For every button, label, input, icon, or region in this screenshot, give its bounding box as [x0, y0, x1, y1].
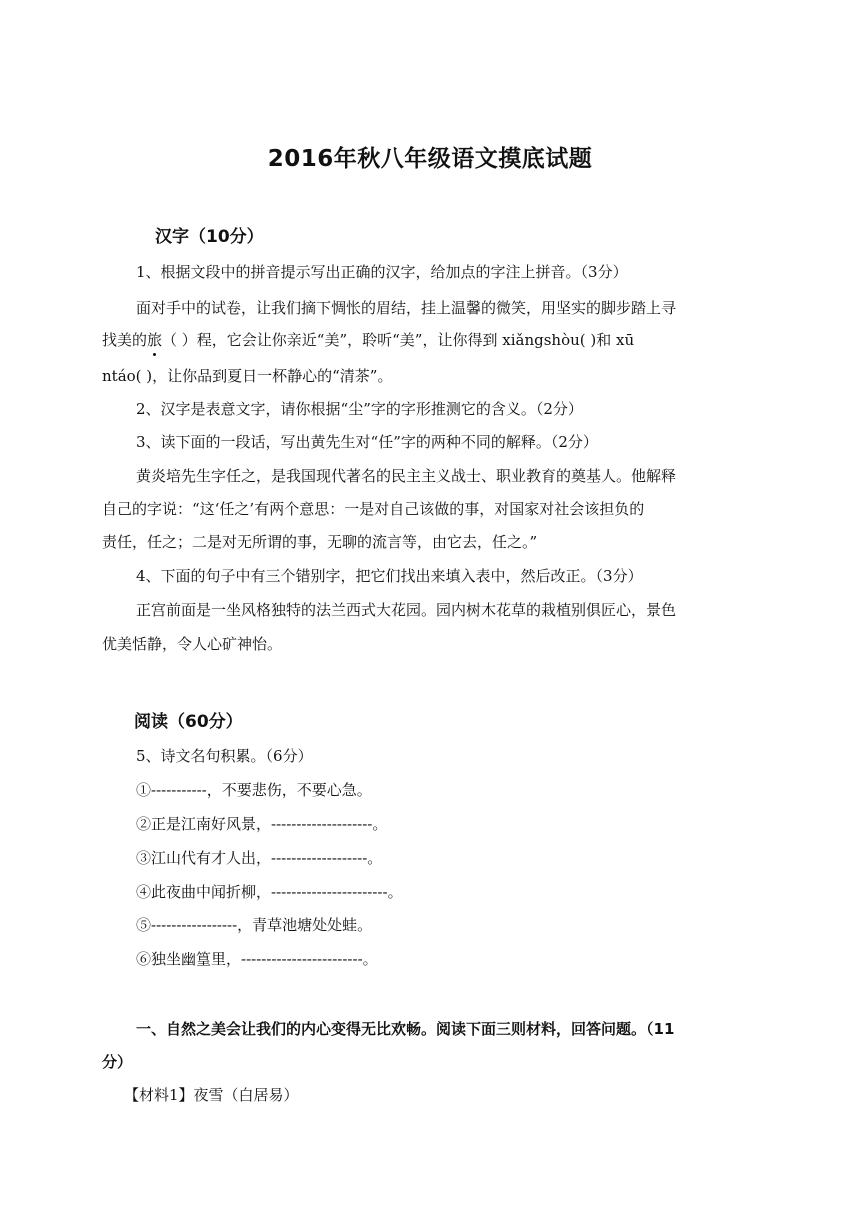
part-1-intro-line-2: 分）	[102, 1053, 133, 1071]
poem-item-3: ③江山代有才人出，-------------------。	[136, 849, 383, 867]
question-5: 5、诗文名句积累。（6分）	[136, 747, 313, 765]
question-1-passage-line-2	[102, 330, 634, 350]
dotted-character: 旅	[147, 331, 163, 349]
question-1-passage-line-3: ntáo( )，让你品到夏日一杯静心的“清茶”。	[102, 367, 393, 385]
passage-text: 找美的	[102, 331, 148, 349]
poem-item-2: ②正是江南好风景，--------------------。	[136, 815, 388, 833]
section-heading-reading: 阅读（60分）	[134, 712, 243, 732]
poem-item-4: ④此夜曲中闻折柳，-----------------------。	[136, 883, 403, 901]
passage-text: （ ）程，它会让你亲近“美”，聆听“美”，让你得到 xiǎngshòu( )和 xū	[162, 331, 635, 349]
poem-item-1: ①-----------，不要悲伤，不要心急。	[136, 781, 372, 799]
question-4-passage-line-1: 正宫前面是一坐风格独特的法兰西式大花园。园内树木花草的栽植别俱匠心，景色	[136, 601, 677, 619]
question-3-passage-line-3: 责任，任之；二是对无所谓的事，无聊的流言等，由它去，任之。”	[102, 533, 538, 551]
poem-item-5: ⑤-----------------，青草池塘处处蛙。	[136, 916, 373, 934]
poem-item-6: ⑥独坐幽篁里，------------------------。	[136, 950, 378, 968]
page-title: 2016年秋八年级语文摸底试题	[267, 146, 593, 172]
material-1-heading: 【材料1】夜雪（白居易）	[124, 1086, 299, 1104]
question-3-passage-line-1: 黄炎培先生字任之，是我国现代著名的民主主义战士、职业教育的奠基人。他解释	[136, 467, 677, 485]
question-2: 2、汉字是表意文字，请你根据“尘”字的字形推测它的含义。（2分）	[136, 400, 583, 418]
part-1-intro-line-1: 一、自然之美会让我们的内心变得无比欢畅。阅读下面三则材料，回答问题。（11	[136, 1020, 675, 1038]
section-heading-hanzi: 汉字（10分）	[155, 227, 264, 247]
question-4-passage-line-2: 优美恬静，令人心矿神怡。	[102, 635, 283, 653]
question-4: 4、下面的句子中有三个错别字，把它们找出来填入表中，然后改正。（3分）	[136, 567, 643, 585]
question-3: 3、读下面的一段话，写出黄先生对“任”字的两种不同的解释。（2分）	[136, 433, 598, 451]
question-1-passage-line-1: 面对手中的试卷，让我们摘下惆怅的眉结，挂上温馨的微笑，用坚实的脚步踏上寻	[136, 299, 677, 317]
question-1: 1、根据文段中的拼音提示写出正确的汉字，给加点的字注上拼音。（3分）	[136, 263, 628, 281]
question-3-passage-line-2: 自己的字说：“这‘任之’有两个意思：一是对自己该做的事，对国家对社会该担负的	[102, 500, 645, 518]
